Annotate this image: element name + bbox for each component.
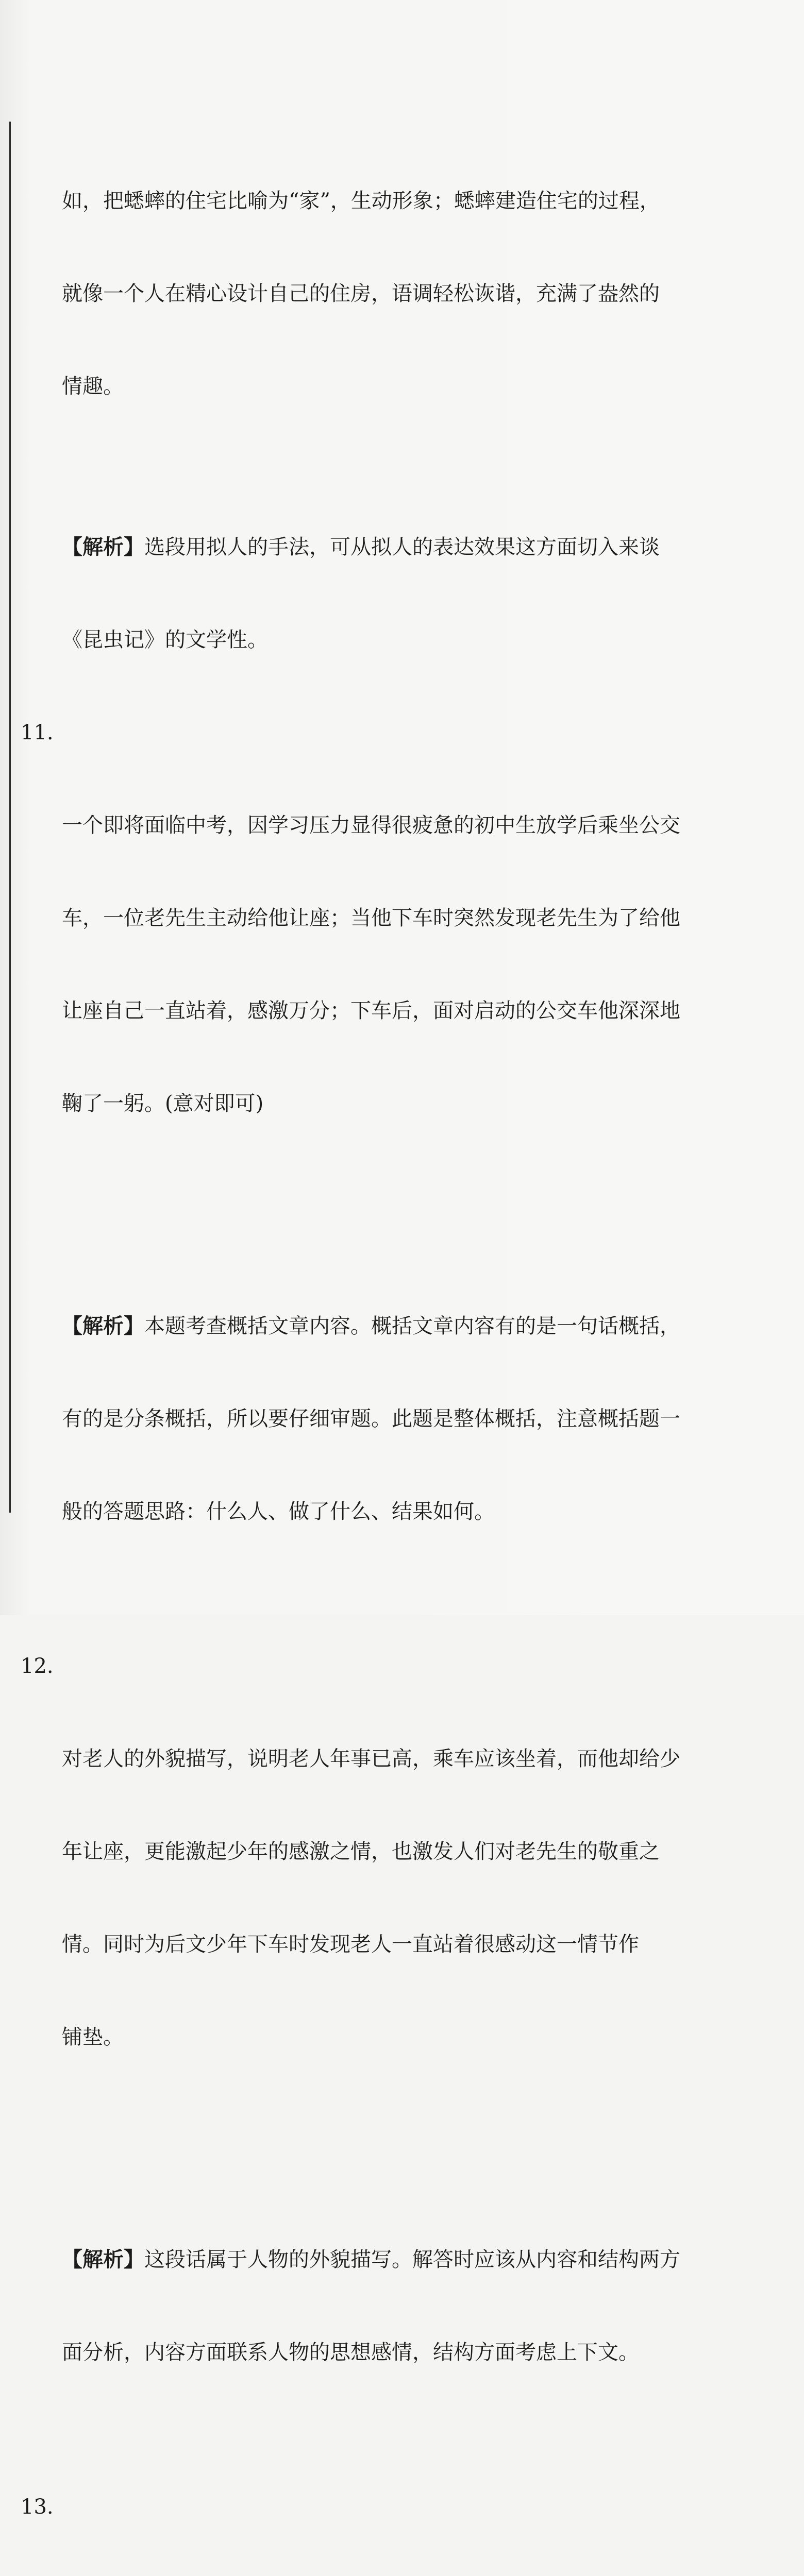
text-line: 选段用拟人的手法，可从拟人的表达效果这方面切入来谈 [144,535,660,559]
analysis-block [21,470,742,717]
text-line: 面分析，内容方面联系人物的思想感情，结构方面考虑上下文。 [62,2341,639,2364]
text-line: 情趣。 [62,375,124,398]
question-12 [21,1651,742,2492]
analysis-block [62,1249,742,1589]
text-line: 就像一个人在精心设计自己的住房，语调轻松诙谐，充满了盎然的 [62,282,660,306]
question-11 [21,717,742,1651]
question-number: 12. [21,1654,54,1678]
text-line: 般的答题思路：什么人、做了什么、结果如何。 [62,1500,495,1523]
text-line: 车，一位老先生主动给他让座；当他下车时突然发现老先生为了给他 [62,906,680,930]
text-line: 对老人的外貌描写，说明老人年事已高，乘车应该坐着，而他却给少 [62,1747,680,1771]
text-line: 如，把蟋蟀的住宅比喻为“家”，生动形象；蟋蟀建造住宅的过程， [62,189,660,213]
question-13 [21,2492,742,2576]
text-line: 这段话属于人物的外貌描写。解答时应该从内容和结构两方 [144,2248,680,2272]
analysis-block [62,2182,742,2430]
question-number: 11. [21,721,54,744]
text-line: 一个即将面临中考，因学习压力显得很疲惫的初中生放学后乘坐公交 [62,814,680,837]
analysis-tag: 【解析】 [62,2247,144,2272]
answer-content [21,124,742,2576]
text-line: 鞠了一躬。(意对即可) [62,1092,264,1115]
text-line: 情。同时为后文少年下车时发现老人一直站着很感动这一情节作 [62,1933,639,1956]
text-line: 让座自己一直站着，感激万分；下车后，面对启动的公交车他深深地 [62,999,680,1023]
text-line: 本题考查概括文章内容。概括文章内容有的是一句话概括， [144,1314,680,1338]
page-binding-line [9,122,11,1513]
text-line: 铺垫。 [62,2025,124,2049]
text-line: 年让座，更能激起少年的感激之情，也激发人们对老先生的敬重之 [62,1840,660,1863]
analysis-tag: 【解析】 [62,1314,144,1338]
text-line: 有的是分条概括，所以要仔细审题。此题是整体概括，注意概括题一 [62,1407,680,1431]
analysis-tag: 【解析】 [62,535,144,559]
question-number: 13. [21,2495,54,2519]
text-line: 《昆虫记》的文学性。 [62,628,268,652]
continuation-paragraph [21,124,742,464]
